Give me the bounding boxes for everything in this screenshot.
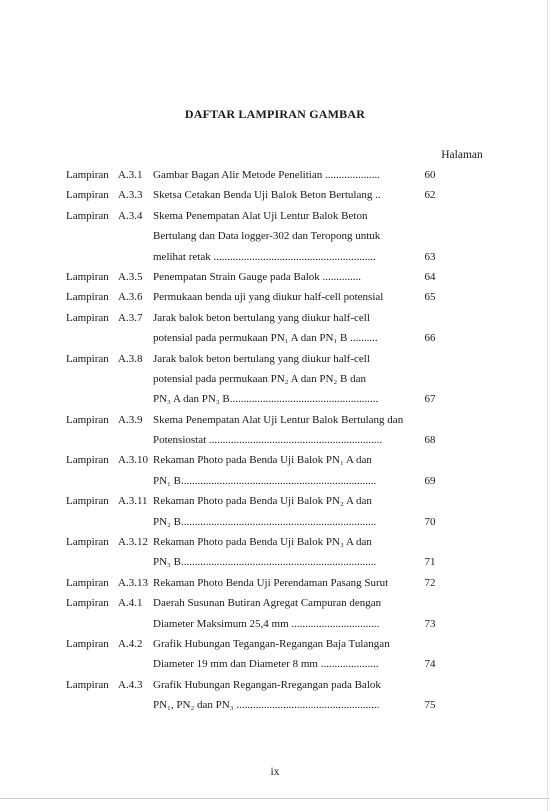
list-item-line <box>0 593 550 613</box>
list-item <box>0 287 550 307</box>
appendix-title-text: Grafik Hubungan Regangan-Rregangan pada Balok <box>153 678 381 691</box>
list-item-line <box>0 226 550 246</box>
appendix-title-text: Permukaan benda uji yang diukur half-cell potensial <box>153 291 384 304</box>
appendix-title-text: Jarak balok beton bertulang yang diukur half-cell <box>153 311 370 324</box>
scan-edge-line <box>0 798 550 799</box>
appendix-code: A.3.13 <box>118 576 148 589</box>
appendix-code: A.3.12 <box>118 536 148 549</box>
appendix-page-number: 68 <box>424 434 436 447</box>
list-item-line <box>0 369 550 389</box>
list-item-line <box>0 512 550 532</box>
list-item <box>0 308 550 349</box>
appendix-page-number: 71 <box>424 556 436 569</box>
appendix-page-number: 73 <box>424 617 436 630</box>
appendix-code: A.3.10 <box>118 454 148 467</box>
appendix-code: A.3.3 <box>118 189 143 202</box>
appendix-page-number: 60 <box>424 169 436 181</box>
appendix-label: Lampiran <box>66 413 109 426</box>
appendix-code: A.3.1 <box>118 169 143 181</box>
list-item-line <box>0 267 550 287</box>
appendix-page-number: 72 <box>424 576 436 589</box>
list-item-line <box>0 410 550 430</box>
appendix-title-text: PN₃ A dan PN₃ B...................................................... <box>153 393 379 406</box>
list-item-line <box>0 634 550 654</box>
appendix-label: Lampiran <box>66 576 109 589</box>
appendix-title-text: melihat retak ........................................................... <box>153 250 376 263</box>
list-item-line <box>0 328 550 348</box>
list-item <box>0 206 550 267</box>
list-item-line <box>0 185 550 205</box>
appendix-label: Lampiran <box>66 597 109 610</box>
list-item-line <box>0 675 550 695</box>
appendix-page-number: 69 <box>424 474 436 487</box>
list-item-line <box>0 165 550 185</box>
appendix-code: A.3.9 <box>118 413 143 426</box>
appendix-title-text: PN₂ B....................................................................... <box>153 515 377 528</box>
appendix-code: A.3.4 <box>118 209 143 222</box>
appendix-label: Lampiran <box>66 169 109 181</box>
appendix-label: Lampiran <box>66 454 109 467</box>
appendix-title-text: Rekaman Photo Benda Uji Perendaman Pasang Surut <box>153 576 389 589</box>
list-item <box>0 634 550 675</box>
appendix-code: A.4.2 <box>118 637 143 650</box>
list-item-line <box>0 206 550 226</box>
list-item <box>0 532 550 573</box>
appendix-title-text: Sketsa Cetakan Benda Uji Balok Beton Bertulang .. <box>153 189 381 202</box>
appendix-title-text: Rekaman Photo pada Benda Uji Balok PN₁ A dan <box>153 454 372 467</box>
list-item <box>0 267 550 287</box>
appendix-page-number: 66 <box>424 332 436 345</box>
page-title: DAFTAR LAMPIRAN GAMBAR <box>184 107 366 121</box>
appendix-code: A.3.6 <box>118 291 143 304</box>
appendix-code: A.3.11 <box>118 495 148 508</box>
appendix-label: Lampiran <box>66 311 109 324</box>
list-item <box>0 573 550 593</box>
appendix-label: Lampiran <box>66 637 109 650</box>
figure-appendix-list <box>0 165 550 716</box>
list-item <box>0 450 550 491</box>
appendix-code: A.3.8 <box>118 352 143 365</box>
appendix-title-text: Skema Penempatan Alat Uji Lentur Balok Bertulang dan <box>153 413 404 426</box>
appendix-label: Lampiran <box>66 270 109 283</box>
appendix-title-text: Rekaman Photo pada Benda Uji Balok PN₃ A dan <box>153 536 372 549</box>
list-item-line <box>0 389 550 409</box>
list-item <box>0 185 550 205</box>
appendix-page-number: 62 <box>424 189 436 202</box>
list-item <box>0 349 550 410</box>
appendix-page-number: 70 <box>424 515 436 528</box>
list-item <box>0 491 550 532</box>
appendix-title-text: potensial pada permukaan PN₂ A dan PN₂ B dan <box>153 372 366 385</box>
appendix-title-text: Rekaman Photo pada Benda Uji Balok PN₂ A dan <box>153 495 372 508</box>
appendix-title-text: Jarak balok beton bertulang yang diukur half-cell <box>153 352 370 365</box>
appendix-code: A.3.7 <box>118 311 143 324</box>
appendix-title-text: Daerah Susunan Butiran Agregat Campuran dengan <box>153 597 382 610</box>
list-item <box>0 165 550 185</box>
appendix-title-text: PN₁, PN₂ dan PN₃ .................................................... <box>153 699 380 712</box>
appendix-code: A.4.3 <box>118 678 143 691</box>
list-item-line <box>0 308 550 328</box>
appendix-title-text: Diameter 19 mm dan Diameter 8 mm ..................... <box>153 658 379 671</box>
appendix-label: Lampiran <box>66 189 109 202</box>
scan-right-edge <box>547 0 548 811</box>
appendix-page-number: 74 <box>424 658 436 671</box>
list-item-line <box>0 695 550 715</box>
appendix-page-number: 75 <box>424 699 436 712</box>
appendix-title-text: Skema Penempatan Alat Uji Lentur Balok Beton <box>153 209 368 222</box>
list-item <box>0 410 550 451</box>
appendix-code: A.4.1 <box>118 597 143 610</box>
list-item-line <box>0 430 550 450</box>
appendix-title-text: potensial pada permukaan PN₁ A dan PN₁ B .......... <box>153 332 378 345</box>
list-item-line <box>0 614 550 634</box>
appendix-title-text: PN₃ B....................................................................... <box>153 556 377 569</box>
appendix-page-number: 63 <box>424 250 436 263</box>
list-item <box>0 593 550 634</box>
appendix-title-text: Diameter Maksimum 25,4 mm ................................ <box>153 617 380 630</box>
appendix-label: Lampiran <box>66 352 109 365</box>
appendix-title-text: Gambar Bagan Alir Metode Penelitian .................... <box>153 169 380 181</box>
appendix-label: Lampiran <box>66 495 109 508</box>
appendix-title-text: Potensiostat ............................................................... <box>153 434 383 447</box>
list-item-line <box>0 552 550 572</box>
list-item-line <box>0 654 550 674</box>
appendix-title-text: Penempatan Strain Gauge pada Balok .............. <box>153 270 362 283</box>
list-item-line <box>0 471 550 491</box>
list-item <box>0 675 550 716</box>
appendix-label: Lampiran <box>66 678 109 691</box>
list-item-line <box>0 247 550 267</box>
list-item-line <box>0 349 550 369</box>
appendix-code: A.3.5 <box>118 270 143 283</box>
appendix-label: Lampiran <box>66 209 109 222</box>
appendix-page-number: 67 <box>424 393 436 406</box>
list-item-line <box>0 287 550 307</box>
appendix-page-number: 65 <box>424 291 436 304</box>
appendix-title-text: Bertulang dan Data logger-302 dan Teropong untuk <box>153 230 381 243</box>
list-item-line <box>0 450 550 470</box>
appendix-page-number: 64 <box>424 270 436 283</box>
list-item-line <box>0 491 550 511</box>
appendix-title-text: Grafik Hubungan Tegangan-Regangan Baja Tulangan <box>153 637 390 650</box>
list-item-line <box>0 573 550 593</box>
appendix-label: Lampiran <box>66 291 109 304</box>
appendix-title-text: PN₁ B....................................................................... <box>153 474 377 487</box>
appendix-label: Lampiran <box>66 536 109 549</box>
list-item-line <box>0 532 550 552</box>
page-column-header: Halaman <box>441 149 483 161</box>
page-number: ix <box>270 766 280 778</box>
